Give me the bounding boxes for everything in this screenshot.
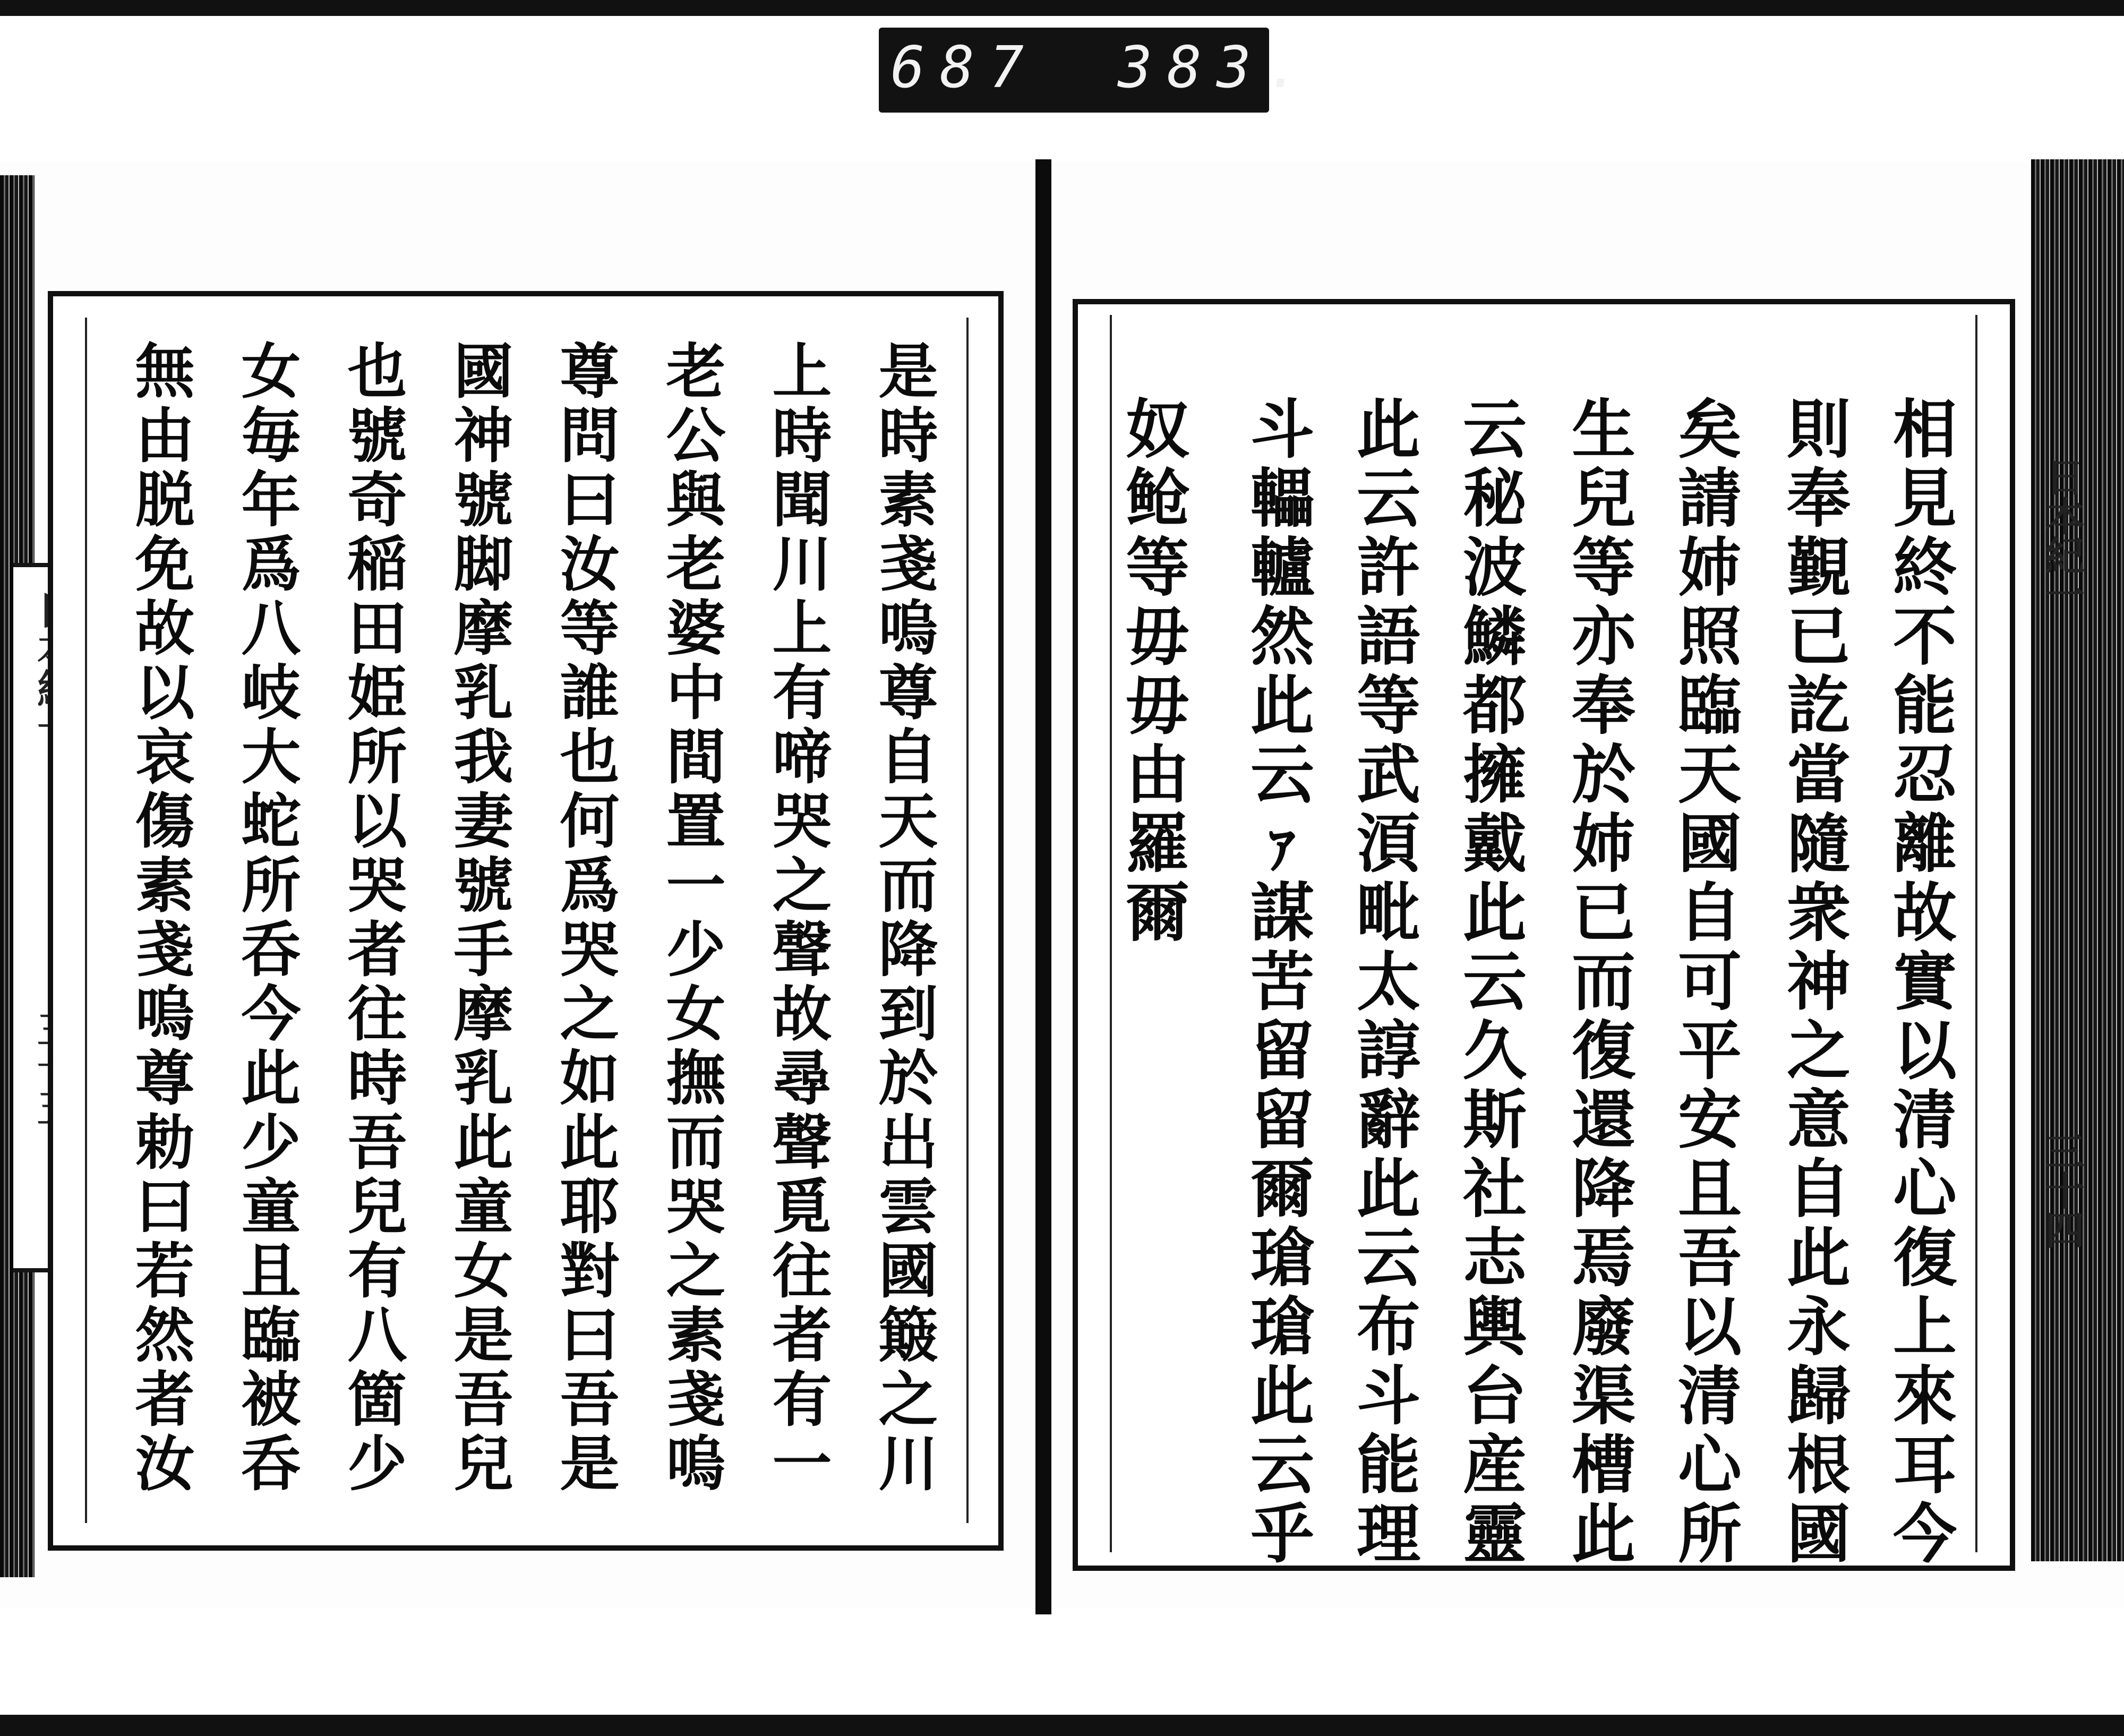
left-column-3: 老公與老婆中間置一少女撫而哭之素戔嗚 [656,340,726,1496]
right-text-frame [1073,299,2015,1571]
frame-number: 687 [890,35,1039,101]
left-column-1: 是時素戔嗚尊自天而降到於出雲國簸之川 [869,340,938,1496]
right-column-8: 奴䲝等毋毋由羅爾 [1115,396,1190,948]
right-frame-inner-rule-left [1110,315,1112,1552]
right-page-edge [2031,159,2124,1561]
right-column-6: 此云許語等武湏毗太諄辭此云布斗能理 [1346,396,1421,1569]
right-margin-page: 三十四 [2039,1131,2085,1249]
left-column-6: 也號奇稲田姫所以哭者往時吾兒有八箇少 [338,340,407,1496]
right-column-4: 生兒等亦奉於姉已而復還降焉廢渠槽此 [1561,396,1636,1569]
left-frame-inner-rule-left [85,318,87,1523]
scan-bottom-band [0,1715,2124,1736]
left-column-7: 女毎年爲八岐大蛇所呑今此少童且臨被呑 [232,340,301,1496]
left-frame-inner-rule-right [966,318,969,1523]
left-column-8: 無由脱免故以哀傷素戔嗚尊勅曰若然者汝 [125,340,195,1496]
microfilm-frame-label [879,28,1316,113]
book-spine [1035,159,1051,1614]
page-number: 383. [1118,35,1316,101]
left-column-5: 國神號脚摩乳我妻號手摩乳此童女是吾兒 [444,340,513,1496]
scan-top-band [0,0,2124,16]
right-column-7: 斗轠轤然此云ｧ謀苦留留爾瑲瑲此云乎 [1240,396,1315,1569]
right-column-5: 云秘波鱗都擁戴此云久斯社志輿台産靈 [1452,396,1527,1569]
left-column-2: 上時聞川上有啼哭之聲故尋聲覓往者有一 [763,340,832,1496]
right-margin-title: 日本紀一 [2039,457,2085,614]
right-frame-inner-rule-right [1975,315,1977,1552]
left-column-4: 尊問曰汝等誰也何爲哭之如此耶對曰吾是 [550,340,620,1496]
right-column-1: 相見終不能忍離故實以清心復上來耳今 [1882,396,1957,1569]
right-column-3: 矣請姉照臨天國自可平安且吾以清心所 [1667,396,1742,1569]
right-column-2: 則奉覲已訖當隨衆神之意自此永歸根國 [1776,396,1851,1569]
